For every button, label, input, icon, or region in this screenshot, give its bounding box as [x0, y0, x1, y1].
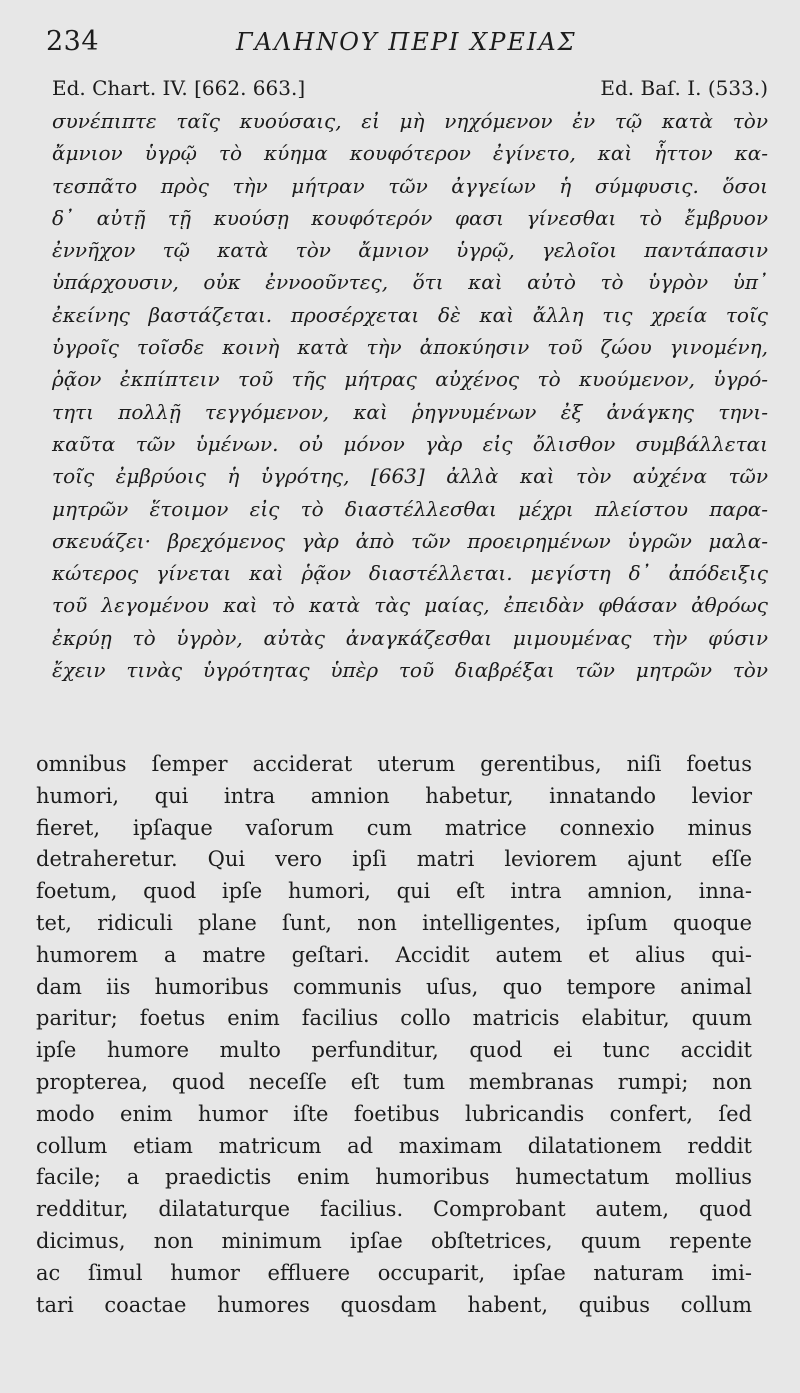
- edition-references: [52, 76, 768, 104]
- greek-text-line: ἐκείνης βαστάζεται. προσέρχεται δὲ καὶ ἄλλη τις χρεία τοῖς: [52, 302, 768, 327]
- greek-text-line: τοῦ λεγομένου καὶ τὸ κατὰ τὰς μαίας, ἐπειδὰν φθάσαν ἀθρόως: [52, 593, 768, 618]
- latin-text-line: ac ſimul humor effluere occuparit, ipſae naturam imi-: [36, 1260, 752, 1285]
- greek-text-line: ὑγροῖς τοῖσδε κοινὴ κατὰ τὴν ἀποκύησιν τοῦ ζώου γινομένη,: [52, 335, 768, 360]
- latin-text-line: tet, ridiculi plane ſunt, non intelligentes, ipſum quoque: [36, 910, 752, 935]
- greek-text-line: ἐκρύῃ τὸ ὑγρὸν, αὐτὰς ἀναγκάζεσθαι μιμουμένας τὴν φύσιν: [52, 625, 768, 650]
- page-number: 234: [46, 26, 100, 57]
- latin-text-line: ipſe humore multo perfunditur, quod ei tunc accidit: [36, 1038, 752, 1063]
- greek-text-line: ἄμνιον ὑγρῷ τὸ κύημα κουφότερον ἐγίνετο, καὶ ἧττον κα-: [52, 141, 768, 166]
- greek-text-line: μητρῶν ἕτοιμον εἰς τὸ διαστέλλεσθαι μέχρι πλείστου παρα-: [52, 496, 768, 521]
- latin-text-line: humori, qui intra amnion habetur, innatando levior: [36, 783, 752, 808]
- latin-text-line: collum etiam matricum ad maximam dilatationem reddit: [36, 1133, 752, 1158]
- latin-text-line: paritur; foetus enim facilius collo matricis elabitur, quum: [36, 1006, 752, 1031]
- greek-text-line: τοῖς ἐμβρύοις ἡ ὑγρότης, [663] ἀλλὰ καὶ τὸν αὐχένα τῶν: [52, 464, 768, 489]
- greek-text-line: ἔχειν τινὰς ὑγρότητας ὑπὲρ τοῦ διαβρέξαι τῶν μητρῶν τὸν: [52, 658, 768, 683]
- latin-text-line: redditur, dilataturque facilius. Comprobant autem, quod: [36, 1197, 752, 1222]
- greek-text-line: ὑπάρχουσιν, οὐκ ἐννοοῦντες, ὅτι καὶ αὐτὸ τὸ ὑγρὸν ὑπ᾽: [52, 270, 768, 295]
- latin-text-line: detraheretur. Qui vero ipſi matri leviorem ajunt eſſe: [36, 847, 752, 872]
- edition-reference-chartier: Ed. Chart. IV. [662. 663.]: [52, 76, 306, 100]
- greek-text-line: τεσπᾶτο πρὸς τὴν μήτραν τῶν ἀγγείων ἡ σύμφυσις. ὅσοι: [52, 173, 768, 198]
- greek-text-line: ῥᾷον ἐκπίπτειν τοῦ τῆς μήτρας αὐχένος τὸ κυούμενον, ὑγρό-: [52, 367, 768, 392]
- page-header: [36, 20, 766, 60]
- greek-text-line: σκευάζει· βρεχόμενος γὰρ ἀπὸ τῶν προειρημένων ὑγρῶν μαλα-: [52, 528, 768, 553]
- greek-text-line: τητι πολλῇ τεγγόμενον, καὶ ῥηγνυμένων ἐξ ἀνάγκης τηνι-: [52, 399, 768, 424]
- latin-text-block: [36, 749, 752, 1321]
- edition-reference-basel: Ed. Baſ. I. (533.): [600, 76, 768, 100]
- latin-text-line: tari coactae humores quosdam habent, quibus collum: [36, 1292, 752, 1317]
- latin-text-line: modo enim humor iſte foetibus lubricandis confert, ſed: [36, 1101, 752, 1126]
- latin-text-line: fieret, ipſaque vaſorum cum matrice connexio minus: [36, 815, 752, 840]
- latin-text-line: facile; a praedictis enim humoribus humectatum mollius: [36, 1165, 752, 1190]
- greek-text-line: ἐννῆχον τῷ κατὰ τὸν ἄμνιον ὑγρῷ, γελοῖοι παντάπασιν: [52, 238, 768, 263]
- latin-text-line: dicimus, non minimum ipſae obſtetrices, quum repente: [36, 1228, 752, 1253]
- greek-text-line: δ᾽ αὐτῇ τῇ κυούσῃ κουφότερόν φασι γίνεσθαι τὸ ἔμβρυον: [52, 205, 768, 230]
- latin-text-line: humorem a matre geſtari. Accidit autem et alius qui-: [36, 942, 752, 967]
- greek-text-line: καῦτα τῶν ὑμένων. οὐ μόνον γὰρ εἰς ὄλισθον συμβάλλεται: [52, 431, 768, 456]
- greek-text-line: συνέπιπτε ταῖς κυούσαις, εἰ μὴ νηχόμενον ἐν τῷ κατὰ τὸν: [52, 109, 768, 133]
- greek-text-line: κώτερος γίνεται καὶ ῥᾷον διαστέλλεται. μεγίστη δ᾽ ἀπόδειξις: [52, 561, 768, 586]
- latin-text-line: foetum, quod ipſe humori, qui eſt intra amnion, inna-: [36, 879, 752, 904]
- latin-text-line: omnibus ſemper acciderat uterum gerentibus, niſi foetus: [36, 752, 752, 776]
- running-title: ΓΑΛΗΝΟΥ ΠΕΡΙ ΧΡΕΙΑΣ: [236, 28, 577, 56]
- greek-text-block: [52, 105, 768, 686]
- latin-text-line: dam iis humoribus communis uſus, quo tempore animal: [36, 974, 752, 999]
- latin-text-line: propterea, quod neceſſe eſt tum membranas rumpi; non: [36, 1069, 752, 1094]
